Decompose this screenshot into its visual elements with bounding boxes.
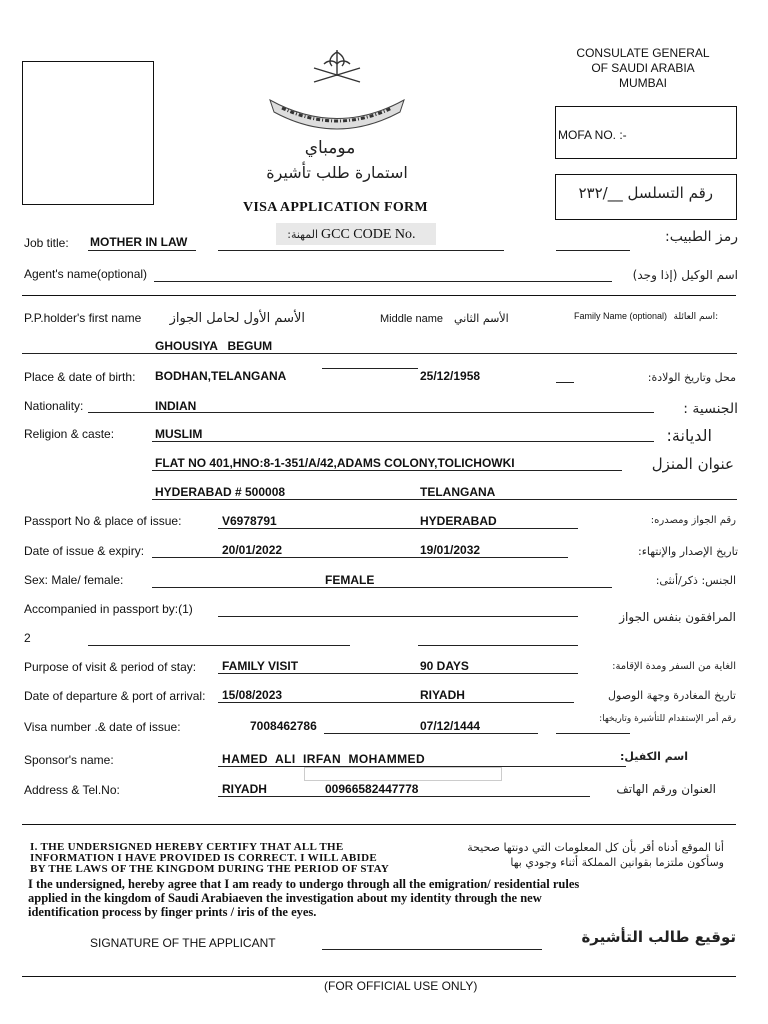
period-value: 90 DAYS	[420, 659, 469, 673]
agent-underline	[154, 281, 612, 282]
agree-line3: identification process by finger prints / iris of the eyes.	[28, 905, 317, 919]
full-name-value: GHOUSIYA BEGUM	[155, 339, 273, 353]
passport-place-value: HYDERABAD	[420, 514, 497, 528]
declaration-en-line1: I. THE UNDERSIGNED HEREBY CERTIFY THAT ALL THE	[30, 841, 344, 853]
departure-label: Date of departure & port of arrival:	[24, 689, 206, 703]
address-line1-value: FLAT NO 401,HNO:8-1-351/A/42,ADAMS COLONY,TOLICHOWKI	[155, 456, 515, 470]
visa-ar-underline	[556, 733, 630, 734]
nationality-underline	[88, 412, 654, 413]
form-title: VISA APPLICATION FORM	[243, 200, 428, 215]
first-name-underline	[22, 353, 152, 354]
passport-no-value: V6978791	[222, 514, 277, 528]
accompanied-label: Accompanied in passport by:(1)	[24, 602, 193, 616]
signature-underline	[322, 949, 542, 950]
declaration-ar-line2: وسأكون ملتزما بقوانين المملكة أثناء وجودي بها	[510, 856, 724, 869]
accompanied-2-underline-b	[418, 645, 578, 646]
visa-date-value: 07/12/1444	[420, 719, 481, 733]
mofa-label: MOFA NO. :-	[558, 128, 627, 142]
nationality-value: INDIAN	[155, 399, 197, 413]
visa-label: Visa number .& date of issue:	[24, 720, 181, 734]
visa-underline-a	[324, 733, 418, 734]
consulate-line3: MUMBAI	[619, 76, 667, 90]
job-title-underline	[88, 250, 196, 251]
home-address-ar: عنوان المنزل	[651, 455, 734, 473]
job-title-label: Job title:	[24, 236, 69, 250]
gcc-code-ar: المهنة:	[287, 228, 318, 241]
address-line2-underline	[152, 499, 737, 500]
sex-value: FEMALE	[325, 573, 375, 587]
signature-ar: توقيع طالب التأشيرة	[581, 928, 736, 946]
birth-date-overline	[322, 368, 418, 369]
religion-ar: الديانة:	[666, 426, 712, 445]
visa-underline-b	[418, 733, 538, 734]
birth-date-value: 25/12/1958	[420, 369, 481, 383]
accompanied-ar: المرافقون بنفس الجواز	[619, 610, 736, 624]
birth-label: Place & date of birth:	[24, 370, 136, 384]
expiry-date-value: 19/01/2032	[420, 543, 481, 557]
departure-underline	[218, 702, 574, 703]
doctor-code-underline	[556, 250, 630, 251]
expiry-underline	[418, 557, 568, 558]
birth-mark	[556, 382, 574, 383]
doctor-code-ar: رمز الطبيب:	[665, 229, 738, 245]
sponsor-field-box	[304, 767, 502, 781]
family-name-heading	[574, 311, 718, 322]
visa-ar: رقم أمر الإستقدام للتأشيرة وتاريخها:	[599, 714, 736, 724]
departure-date-value: 15/08/2023	[222, 688, 283, 702]
accompanied-2-label: 2	[24, 631, 31, 645]
visa-number-value: 7008462786	[250, 719, 317, 733]
family-name-label: Family Name (optional)	[574, 311, 668, 321]
purpose-label: Purpose of visit & period of stay:	[24, 660, 197, 674]
passport-label: Passport No & place of issue:	[24, 514, 182, 528]
city-ar: مومباي	[304, 138, 356, 158]
family-name-ar: اسم العائلة:	[673, 312, 719, 322]
serial-label-ar: رقم التسلسل __/٢٣٢	[578, 184, 713, 202]
religion-value: MUSLIM	[155, 427, 203, 441]
signature-label: SIGNATURE OF THE APPLICANT	[90, 936, 276, 950]
first-name-ar: الأسم الأول لحامل الجواز	[169, 311, 305, 326]
consulate-line2: OF SAUDI ARABIA	[591, 61, 695, 75]
sponsor-addr-ar: العنوان ورقم الهاتف	[616, 782, 716, 796]
sponsor-label: Sponsor's name:	[24, 753, 114, 767]
declaration-en-line3: BY THE LAWS OF THE KINGDOM DURING THE PERIOD OF STAY	[30, 863, 390, 875]
gcc-code: GCC CODE No.	[321, 227, 416, 242]
address-city-value: HYDERABAD # 500008	[155, 485, 286, 499]
agree-line1: I the undersigned, hereby agree that I am ready to undergo through all the emigration/ residential rules	[28, 877, 580, 891]
sponsor-city-value: RIYADH	[222, 782, 267, 796]
purpose-underline	[218, 673, 578, 674]
issue-underline-b	[218, 557, 418, 558]
divider-bottom	[22, 976, 736, 977]
purpose-value: FAMILY VISIT	[222, 659, 299, 673]
passport-ar: رقم الجواز ومصدره:	[650, 515, 736, 526]
declaration-ar-line1: أنا الموقع أدناه أقر بأن كل المعلومات التي دونتها صحيحة	[467, 841, 724, 854]
passport-underline	[218, 528, 578, 529]
arrival-port-value: RIYADH	[420, 688, 465, 702]
nationality-label: Nationality:	[24, 399, 84, 413]
issue-label: Date of issue & expiry:	[24, 544, 145, 558]
religion-label: Religion & caste:	[24, 427, 115, 441]
job-title-value: MOTHER IN LAW	[90, 235, 188, 249]
issue-ar: تاريخ الإصدار والإنتهاء:	[637, 545, 738, 558]
birth-ar: محل وتاريخ الولادة:	[647, 371, 736, 384]
agree-line2: applied in the kingdom of Saudi Arabiaeven the investigation about my identity through the new	[28, 891, 542, 905]
address-state-value: TELANGANA	[420, 485, 496, 499]
issue-date-value: 20/01/2022	[222, 543, 283, 557]
sponsor-phone-value: 00966582447778	[325, 782, 419, 796]
agent-ar: اسم الوكيل (إذا وجد)	[632, 268, 738, 282]
departure-ar: تاريخ المغادرة وجهة الوصول	[608, 689, 736, 702]
middle-name-heading	[380, 312, 509, 325]
religion-underline	[152, 441, 654, 442]
nationality-ar: الجنسية :	[683, 401, 738, 417]
sponsor-value: HAMED ALI IRFAN MOHAMMED	[222, 752, 426, 766]
purpose-ar: الغاية من السفر ومدة الإقامة:	[612, 661, 736, 672]
address-line1-underline	[152, 470, 622, 471]
agree-text	[28, 877, 732, 919]
consulate-header	[558, 46, 728, 91]
gcc-underline	[218, 250, 504, 251]
first-name-label: P.P.holder's first name	[24, 311, 142, 325]
issue-underline-a	[152, 557, 218, 558]
consulate-line1: CONSULATE GENERAL	[576, 46, 710, 60]
address-tel-underline	[218, 796, 590, 797]
saudi-emblem-icon	[262, 42, 412, 132]
official-use-label: (FOR OFFICIAL USE ONLY)	[324, 979, 478, 993]
middle-name-label: Middle name	[380, 313, 443, 325]
sex-ar: الجنس: ذكر/أنثى:	[655, 574, 736, 587]
photo-box	[22, 61, 154, 205]
accompanied-2-underline	[88, 645, 350, 646]
address-tel-label: Address & Tel.No:	[24, 783, 120, 797]
accompanied-underline	[218, 616, 578, 617]
agent-label: Agent's name(optional)	[24, 267, 148, 281]
divider-top	[22, 295, 736, 296]
sex-underline	[152, 587, 612, 588]
divider-middle	[22, 824, 736, 825]
form-title-ar: استمارة طلب تأشيرة	[266, 163, 408, 182]
declaration-en	[30, 842, 389, 875]
declaration-en-line2: INFORMATION I HAVE PROVIDED IS CORRECT. I WILL ABIDE	[30, 852, 377, 864]
full-name-underline	[152, 353, 737, 354]
sex-label: Sex: Male/ female:	[24, 573, 124, 587]
sponsor-ar: اسم الكفيل:	[620, 750, 688, 763]
middle-name-ar: الأسم الثاني	[454, 312, 509, 325]
birth-place-value: BODHAN,TELANGANA	[155, 369, 287, 383]
